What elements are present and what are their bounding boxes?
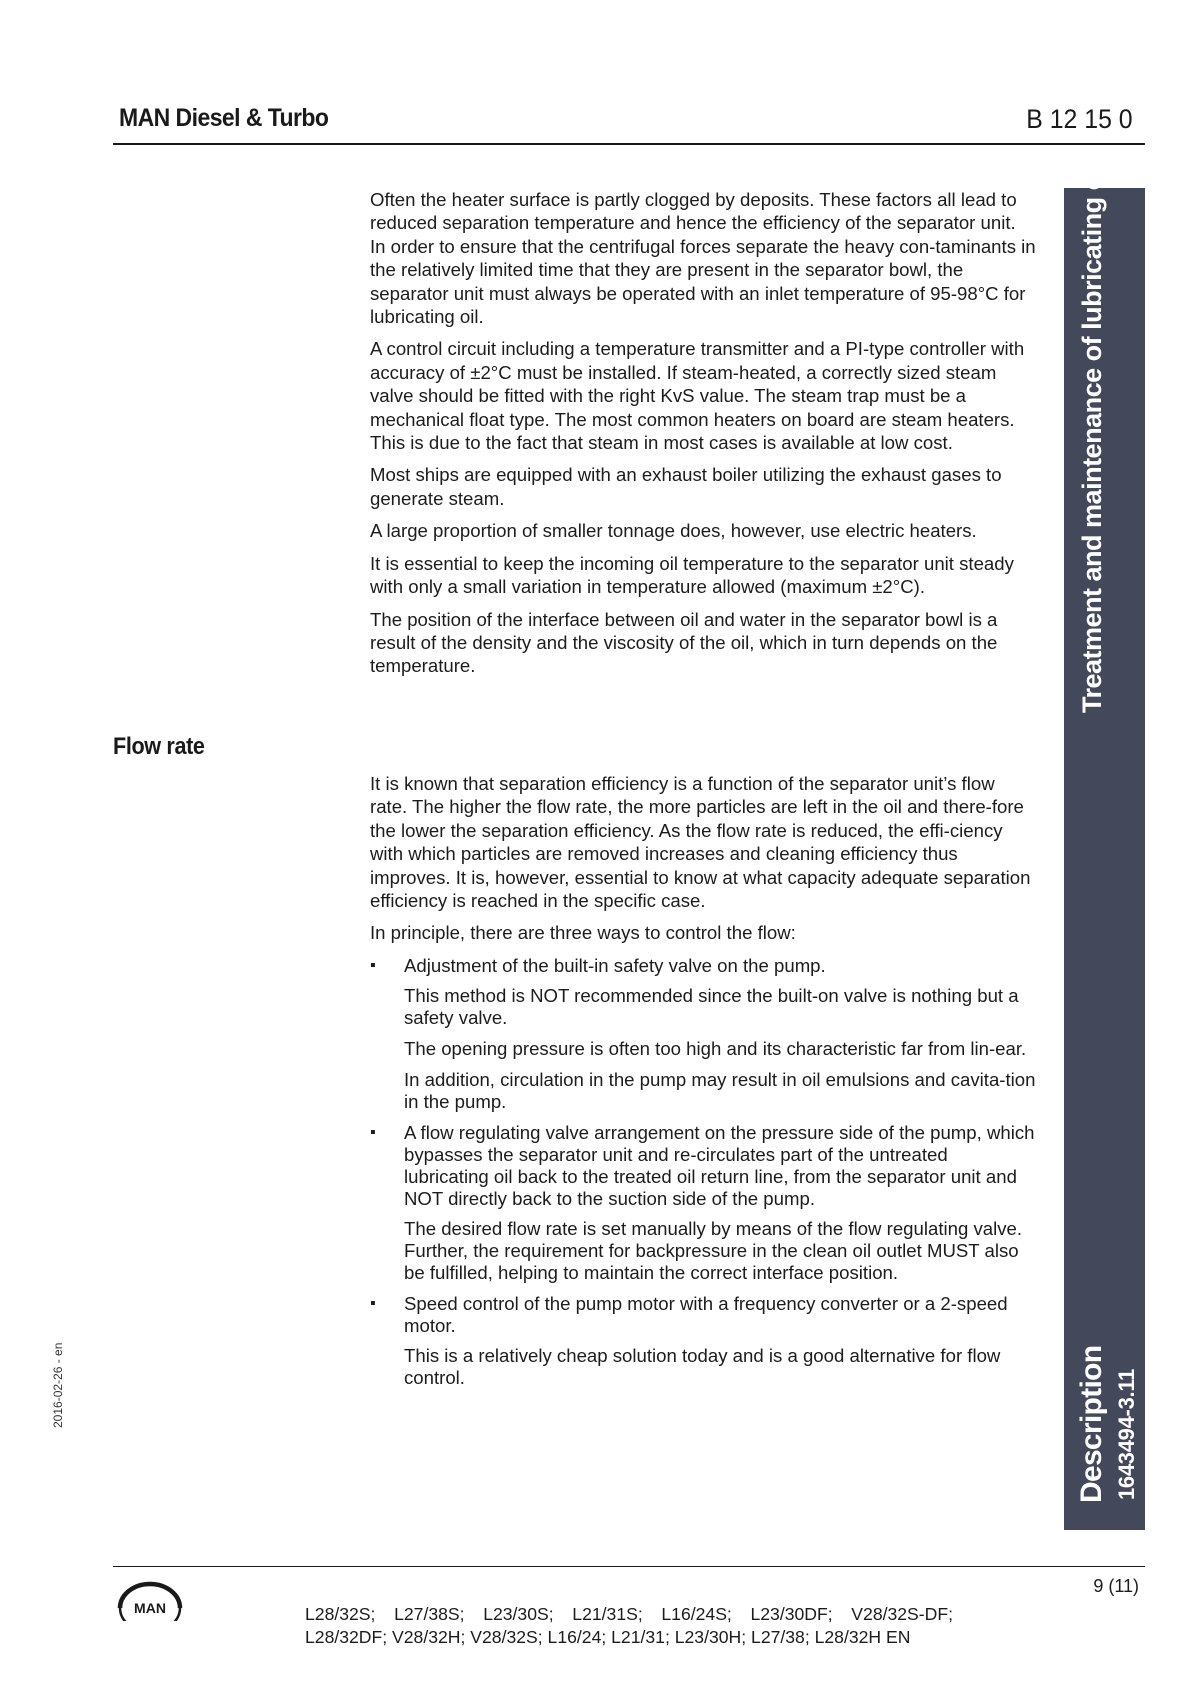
bullet-icon: ▪ (370, 956, 376, 974)
bullet-icon: ▪ (370, 1124, 376, 1142)
list-subparagraph: The opening pressure is often too high and its characteristic far from lin-ear. (404, 1038, 1027, 1060)
header-rule (113, 143, 1145, 145)
paragraph: Often the heater surface is partly clogged by deposits. These factors all lead to reduced separation temperature and hence the efficiency of the separator unit. In order to ensure that the centrifugal forces separate the heavy con-taminants in the relatively limited time that they are present in the separator bowl, the separator unit must always be operated with an inlet temperature of 95-98°C for lubricating oil. (370, 189, 1036, 328)
list-subparagraph: In addition, circulation in the pump may result in oil emulsions and cavita-tion in the pump. (404, 1069, 1036, 1113)
sidebar-label: Description (1075, 1345, 1108, 1503)
section-temperature (370, 188, 1036, 687)
list-item-text: Speed control of the pump motor with a frequency converter or a 2-speed motor. (404, 1293, 1008, 1337)
list-subparagraph: The desired flow rate is set manually by means of the flow regulating valve. Further, the requirement for backpressure in the clean oil outlet MUST also be fulfilled, helping to maintain the correct interface position. (404, 1218, 1023, 1284)
paragraph: It is known that separation efficiency is a function of the separator unit’s flow rate. The higher the flow rate, the more particles are left in the oil and there-fore the lower the separation efficiency. As the flow rate is reduced, the effi-ciency with which particles are removed increases and cleaning efficiency thus improves. It is, however, essential to know at what capacity adequate separation efficiency is reached in the specific case. (370, 773, 1031, 912)
paragraph: In principle, there are three ways to control the flow: (370, 922, 796, 944)
list-item-text: Adjustment of the built-in safety valve on the pump. (404, 954, 826, 976)
sidebar-code: 1643494-3.11 (1114, 1369, 1139, 1500)
list-item (370, 954, 1036, 977)
footer-models: L28/32S; L27/38S; L23/30S; L21/31S; L16/24S; L23/30DF; V28/32S-DF; L28/32DF; V28/32H; V28/32S; L16/24; L21/31; L23/30H; L27/38; L28/32H EN (305, 1604, 953, 1648)
paragraph: Most ships are equipped with an exhaust boiler utilizing the exhaust gases to generate steam. (370, 464, 1002, 509)
company-name: MAN Diesel & Turbo (119, 104, 329, 132)
list-item (370, 1122, 1036, 1210)
paragraph: The position of the interface between oil and water in the separator bowl is a result of the density and the viscosity of the oil, which in turn depends on the temperature. (370, 608, 998, 677)
logo-text: MAN (134, 1600, 166, 1616)
bullet-icon: ▪ (370, 1295, 376, 1313)
list-item (370, 1293, 1036, 1337)
man-logo-icon (117, 1581, 183, 1621)
section-flow-rate (370, 772, 1036, 1398)
paragraph: It is essential to keep the incoming oil temperature to the separator unit steady with only a small variation in temperature allowed (maximum ±2°C). (370, 552, 1014, 598)
sidebar-title: Treatment and maintenance of lubricating oil (1077, 160, 1107, 713)
page-number: 9 (11) (1093, 1576, 1139, 1596)
section-heading-flow-rate: Flow rate (113, 733, 205, 760)
document-number: B 12 15 0 (1026, 104, 1133, 134)
list-item-text: A flow regulating valve arrangement on the pressure side of the pump, which bypasses the separator unit and re-circulates part of the untreated lubricating oil back to the treated oil return line, from the separator unit and NOT directly back to the suction side of the pump. (404, 1122, 1035, 1210)
paragraph: A large proportion of smaller tonnage does, however, use electric heaters. (370, 520, 977, 542)
footer-rule (113, 1566, 1145, 1567)
list-subparagraph: This is a relatively cheap solution today and is a good alternative for flow control. (404, 1345, 1001, 1389)
margin-date: 2016-02-26 - en (51, 1342, 65, 1428)
list-subparagraph: This method is NOT recommended since the built-on valve is nothing but a safety valve. (404, 985, 1019, 1029)
paragraph: A control circuit including a temperature transmitter and a PI-type controller with accuracy of ±2°C must be installed. If steam-heated, a correctly sized steam valve should be fitted with the right KvS value. The steam trap must be a mechanical float type. The most common heaters on board are steam heaters. This is due to the fact that steam in most cases is available at low cost. (370, 338, 1025, 454)
